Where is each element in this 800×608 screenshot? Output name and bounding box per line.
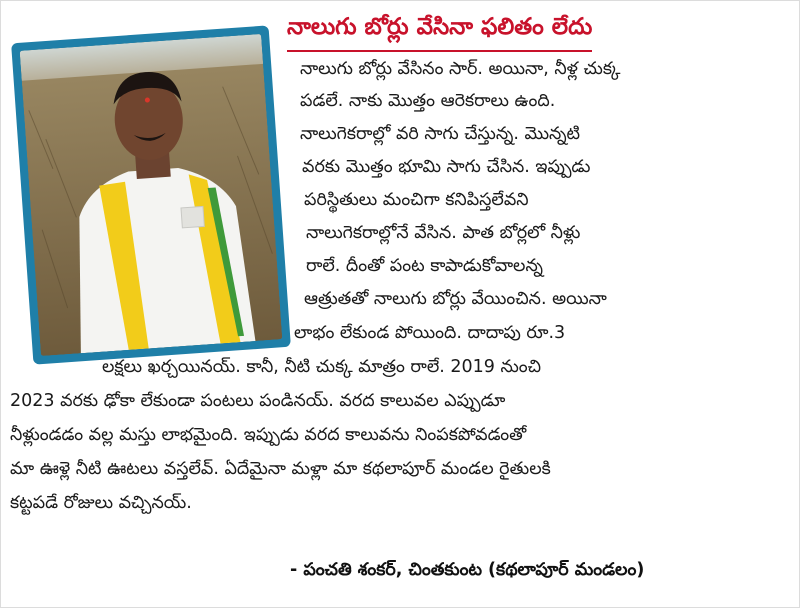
article-line-9: లాభం లేకుండ పోయింది. దాదాపు రూ.3 (294, 323, 566, 343)
article-byline: - పంచతి శంకర్, చింతకుంట (కథలాపూర్ మండలం) (290, 560, 645, 580)
farmer-photo (11, 25, 291, 364)
article-line-8: ఆత్రుతతో నాలుగు బోర్లు వేయించిన. అయినా (304, 289, 607, 309)
article-line-7: రాలే. దీంతో పంట కాపాడుకోవాలన్న (306, 256, 543, 276)
article-headline: నాలుగు బోర్లు వేసినా ఫలితం లేదు (287, 14, 592, 52)
photo-image (20, 34, 283, 356)
article-line-14: కట్టపడే రోజులు వచ్చినయ్. (10, 493, 192, 513)
article-line-4: వరకు మొత్తం భూమి సాగు చేసిన. ఇప్పుడు (302, 157, 591, 177)
article-line-13: మా ఊళ్లె నీటి ఊటలు వస్తలేవ్. ఏదేమైనా మళ్లా మా కథలాపూర్ మండల రైతులకి (10, 459, 551, 479)
article-line-2: పడలే. నాకు మొత్తం ఆరెకరాలు ఉంది. (300, 91, 556, 111)
article-line-3: నాలుగెకరాల్లో వరి సాగు చేస్తున్న. మొన్నటి (300, 124, 581, 144)
article-line-11: 2023 వరకు ఢోకా లేకుండా పంటలు పండినయ్. వరద కాలువల ఎప్పుడూ (10, 391, 506, 411)
article-line-10: లక్షలు ఖర్చయినయ్. కానీ, నీటి చుక్క మాత్రం రాలే. 2019 నుంచి (102, 357, 542, 377)
article-line-12: నీళ్లుండడం వల్ల మస్తు లాభమైంది. ఇప్పుడు వరద కాలువను నింపకపోవడంతో (10, 425, 527, 445)
article-line-6: నాలుగెకరాల్లోనే వేసిన. పాత బోర్లలో నీళ్లు (306, 223, 581, 243)
article-line-1: నాలుగు బోర్లు వేసినం సార్. అయినా, నీళ్ల చుక్క (300, 59, 621, 79)
article-line-5: పరిస్థితులు మంచిగా కనిపిస్తలేవని (304, 190, 529, 210)
